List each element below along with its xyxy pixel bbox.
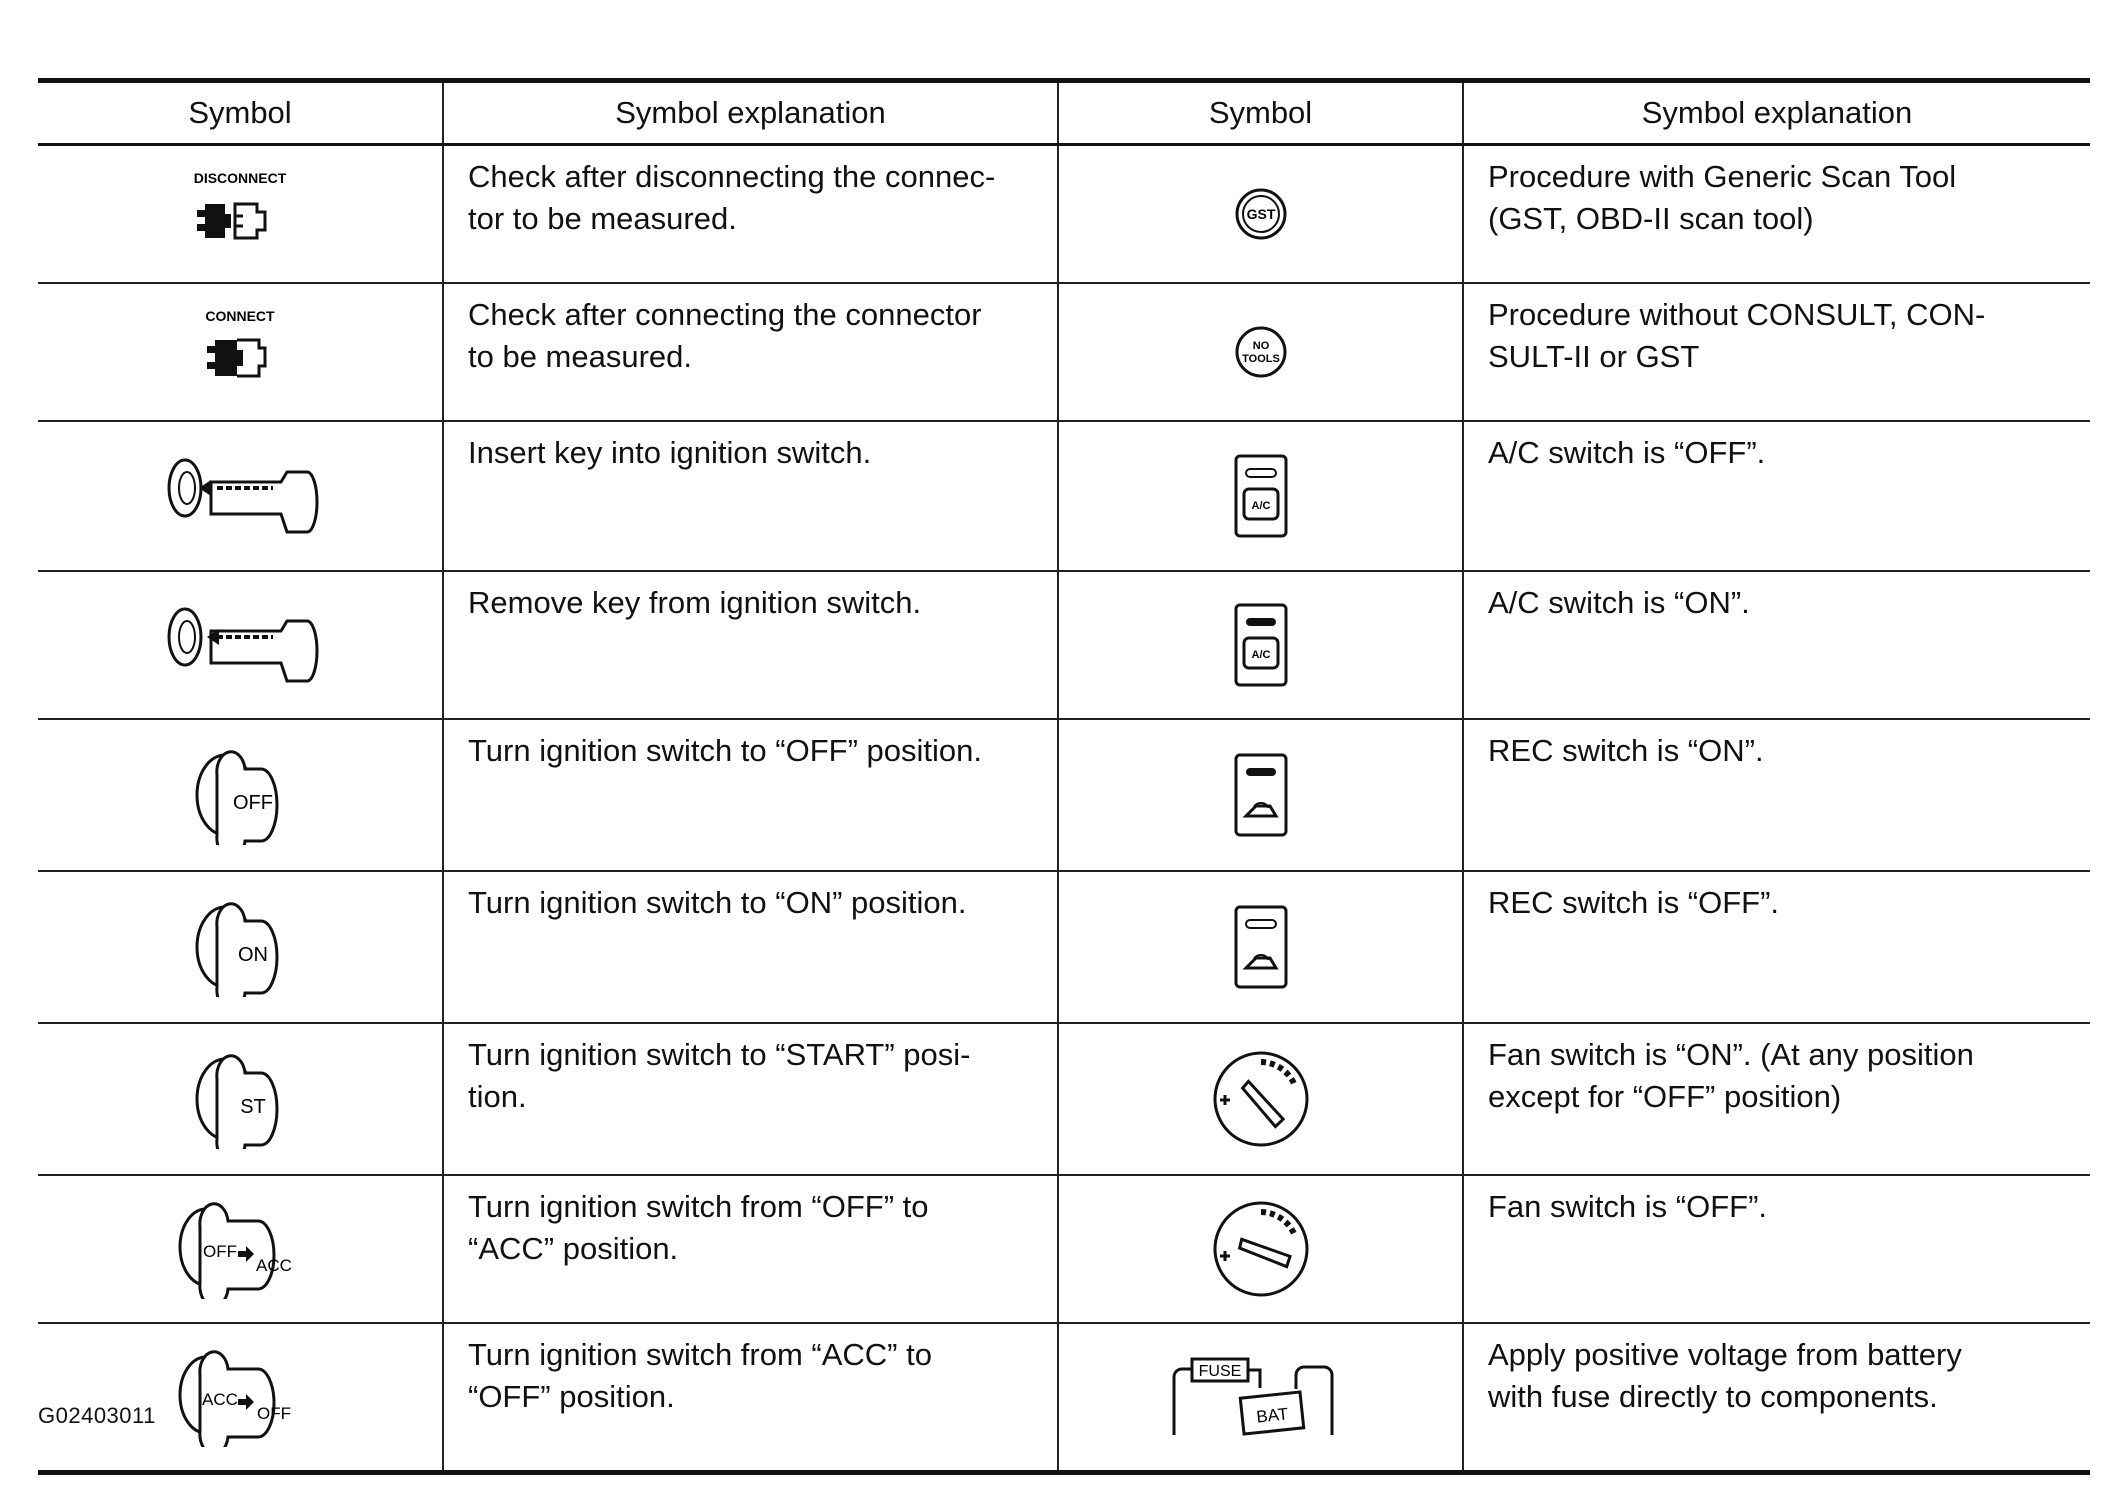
ignition-acc-to-off-icon: [170, 1347, 310, 1447]
ignition-from-label: ACC: [202, 1390, 238, 1409]
explanation-text: Remove key from ignition switch.: [468, 585, 922, 620]
symbol-cell: [38, 421, 443, 571]
explanation-cell: [1463, 145, 2090, 284]
table-row: [38, 719, 2090, 871]
ac-switch-on-icon: [1226, 600, 1296, 690]
explanation-cell: [443, 1023, 1058, 1175]
table-row: [38, 145, 2090, 284]
ignition-to-label: OFF: [257, 1404, 291, 1423]
symbol-cell: [1058, 1323, 1463, 1473]
explanation-cell: [443, 1323, 1058, 1473]
explanation-cell: [443, 571, 1058, 719]
fan-switch-off-icon: [1206, 1194, 1316, 1304]
symbol-cell: [1058, 1023, 1463, 1175]
bat-label: BAT: [1254, 1404, 1289, 1427]
symbol-cell: [38, 1023, 443, 1175]
ignition-off-icon: [185, 745, 295, 845]
header-symbol-left: Symbol: [38, 81, 443, 145]
explanation-text: Check after disconnecting the connec- tor to be measured.: [468, 159, 996, 236]
symbol-cell: [38, 145, 443, 284]
gst-icon: [1231, 184, 1291, 244]
symbol-cell: [1058, 283, 1463, 421]
explanation-text: REC switch is “OFF”.: [1488, 885, 1780, 920]
table-row: [38, 871, 2090, 1023]
explanation-text: Turn ignition switch to “START” posi- tion.: [468, 1037, 971, 1114]
no-tools-icon: [1231, 322, 1291, 382]
explanation-cell: [1463, 871, 2090, 1023]
rec-switch-off-icon: [1226, 902, 1296, 992]
ac-switch-off-icon: [1226, 451, 1296, 541]
symbol-cell: [38, 1323, 443, 1473]
remove-key-icon: [155, 595, 325, 695]
connect-connector-icon: [185, 308, 295, 396]
table-row: [38, 1023, 2090, 1175]
header-explanation-right: Symbol explanation: [1463, 81, 2090, 145]
symbol-cell: [1058, 421, 1463, 571]
explanation-cell: [443, 283, 1058, 421]
symbol-cell: [1058, 719, 1463, 871]
ignition-off-to-acc-icon: [170, 1199, 310, 1299]
explanation-cell: [1463, 421, 2090, 571]
table-row: [38, 1323, 2090, 1473]
ignition-label: OFF: [233, 792, 273, 814]
rec-switch-on-icon: [1226, 750, 1296, 840]
ignition-from-label: OFF: [203, 1242, 237, 1261]
ac-label: A/C: [1251, 500, 1270, 512]
fuse-battery-icon: [1166, 1349, 1356, 1445]
ignition-label: ST: [240, 1096, 266, 1118]
gst-icon-label: GST: [1246, 206, 1275, 222]
symbol-cell: [1058, 1175, 1463, 1323]
explanation-text: Turn ignition switch to “ON” position.: [468, 885, 967, 920]
explanation-cell: [1463, 1023, 2090, 1175]
explanation-cell: [1463, 283, 2090, 421]
no-tools-label-top: NO: [1252, 340, 1269, 352]
explanation-cell: [443, 871, 1058, 1023]
explanation-text: REC switch is “ON”.: [1488, 733, 1764, 768]
fan-switch-on-icon: [1206, 1044, 1316, 1154]
explanation-cell: [1463, 1323, 2090, 1473]
fuse-label: FUSE: [1198, 1363, 1241, 1380]
figure-code: G02403011: [38, 1403, 156, 1428]
explanation-cell: [443, 145, 1058, 284]
symbol-cell: [38, 283, 443, 421]
symbol-cell: [1058, 871, 1463, 1023]
explanation-cell: [443, 1175, 1058, 1323]
explanation-cell: [443, 421, 1058, 571]
explanation-text: Apply positive voltage from battery with fuse directly to components.: [1488, 1337, 1962, 1414]
no-tools-label-bottom: TOOLS: [1241, 353, 1280, 365]
table-row: [38, 421, 2090, 571]
symbol-table: [38, 78, 2090, 1475]
explanation-text: Turn ignition switch from “ACC” to “OFF” position.: [468, 1337, 932, 1414]
ignition-on-icon: [185, 897, 295, 997]
explanation-cell: [1463, 571, 2090, 719]
ignition-to-label: ACC: [256, 1256, 292, 1275]
disconnect-icon-label: DISCONNECT: [193, 170, 287, 186]
connect-icon-label: CONNECT: [205, 308, 275, 324]
symbol-cell: [1058, 571, 1463, 719]
ac-label: A/C: [1251, 649, 1270, 661]
explanation-text: Insert key into ignition switch.: [468, 435, 872, 470]
explanation-cell: [1463, 719, 2090, 871]
table-row: [38, 1175, 2090, 1323]
ignition-label: ON: [238, 944, 268, 966]
explanation-text: A/C switch is “ON”.: [1488, 585, 1750, 620]
explanation-text: Check after connecting the connector to be measured.: [468, 297, 982, 374]
disconnect-connector-icon: [175, 170, 305, 258]
table-row: [38, 283, 2090, 421]
explanation-text: Procedure with Generic Scan Tool (GST, OBD-II scan tool): [1488, 159, 1957, 236]
explanation-cell: [443, 719, 1058, 871]
symbol-cell: [38, 719, 443, 871]
explanation-text: Procedure without CONSULT, CON- SULT-II or GST: [1488, 297, 1986, 374]
header-symbol-right: Symbol: [1058, 81, 1463, 145]
explanation-text: Fan switch is “ON”. (At any position except for “OFF” position): [1488, 1037, 1974, 1114]
symbol-cell: [38, 871, 443, 1023]
explanation-text: A/C switch is “OFF”.: [1488, 435, 1766, 470]
explanation-text: Turn ignition switch to “OFF” position.: [468, 733, 982, 768]
table-row: [38, 571, 2090, 719]
table-header-row: [38, 81, 2090, 145]
explanation-text: Turn ignition switch from “OFF” to “ACC” position.: [468, 1189, 929, 1266]
symbol-cell: [1058, 145, 1463, 284]
symbol-cell: [38, 1175, 443, 1323]
ignition-start-icon: [185, 1049, 295, 1149]
symbol-cell: [38, 571, 443, 719]
insert-key-icon: [155, 446, 325, 546]
explanation-text: Fan switch is “OFF”.: [1488, 1189, 1768, 1224]
header-explanation-left: Symbol explanation: [443, 81, 1058, 145]
explanation-cell: [1463, 1175, 2090, 1323]
